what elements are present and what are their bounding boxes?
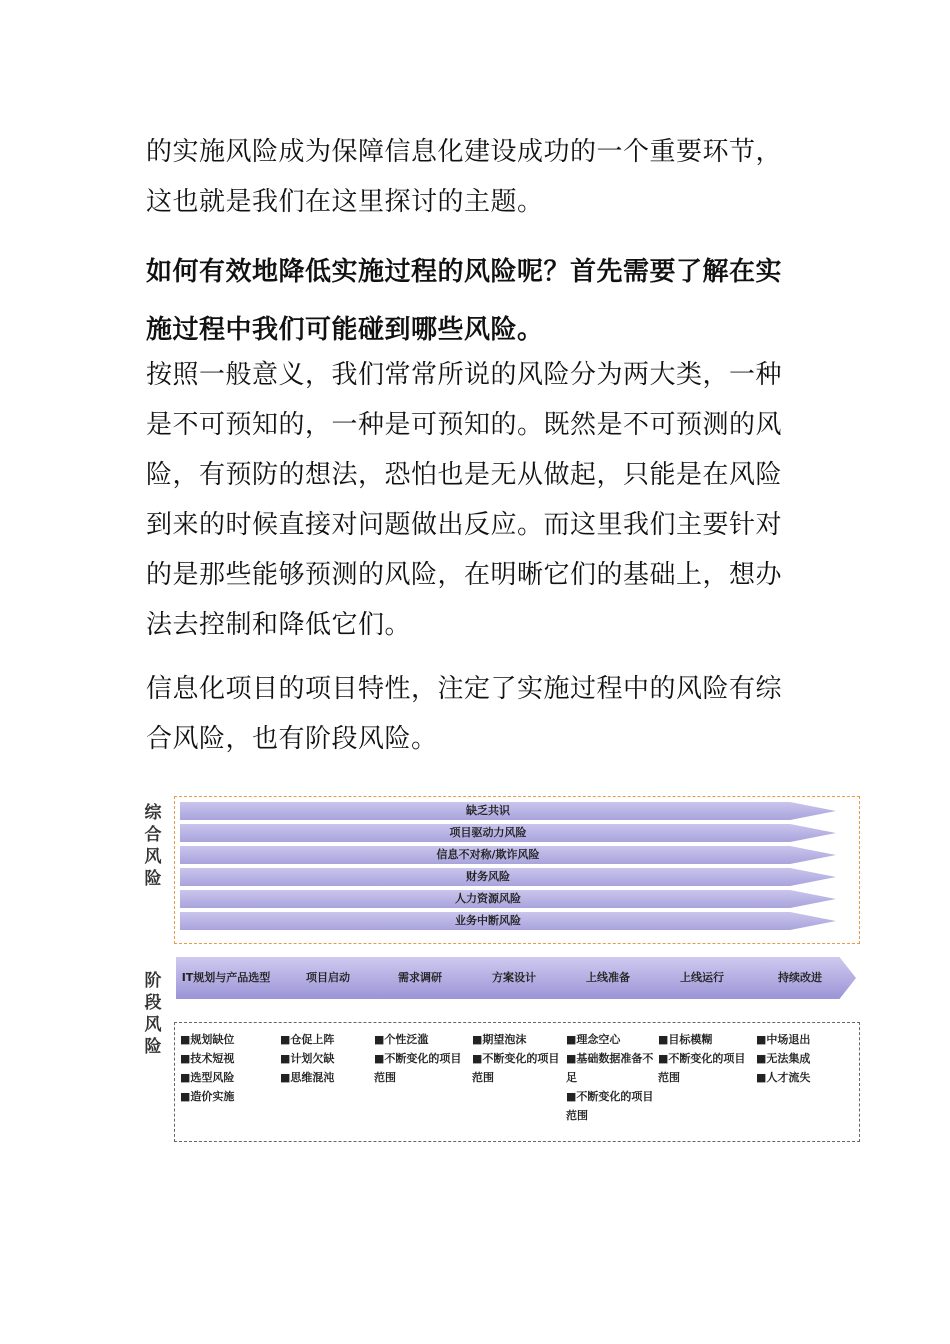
- stage-risk-label: 阶 段 风 险: [144, 971, 162, 1057]
- comprehensive-risk-arrow: [180, 868, 836, 886]
- stage-risk-item: ■思维混沌: [280, 1071, 335, 1084]
- comprehensive-risk-text: 业务中断风险: [455, 914, 521, 927]
- stage-risk-item: ■中场退出: [756, 1033, 811, 1046]
- stage-risk-item: ■计划欠缺: [280, 1052, 335, 1065]
- comprehensive-risk-text: 项目驱动力风险: [449, 826, 527, 839]
- stage-risk-item: ■人才流失: [756, 1071, 811, 1084]
- stage-risk-item: ■选型风险: [180, 1071, 235, 1084]
- stage-risk-column: [472, 1030, 564, 1087]
- stage-risk-item: ■不断变化的项目范围: [658, 1052, 746, 1084]
- phase-label: 上线准备: [586, 971, 630, 984]
- stage-risk-item: ■不断变化的项目范围: [566, 1090, 654, 1122]
- stage-risk-column: [756, 1030, 848, 1087]
- phase-label: 方案设计: [492, 971, 536, 984]
- paragraph-question: 如何有效地降低实施过程的风险呢？首先需要了解在实施过程中我们可能碰到哪些风险。: [146, 257, 783, 345]
- stage-risk-item: ■造价实施: [180, 1090, 235, 1103]
- stage-risk-column: [658, 1030, 750, 1087]
- stage-risk-column: [280, 1030, 372, 1087]
- stage-risk-item: ■无法集成: [756, 1052, 811, 1065]
- stage-risk-item: ■不断变化的项目范围: [374, 1052, 462, 1084]
- comprehensive-risk-arrow: [180, 802, 836, 820]
- stage-risk-item: ■基础数据准备不足: [566, 1052, 654, 1084]
- comprehensive-risk-text: 缺乏共识: [466, 804, 510, 817]
- stage-risk-column: [180, 1030, 272, 1106]
- paragraph-project-traits: 信息化项目的项目特性，注定了实施过程中的风险有综合风险，也有阶段风险。: [146, 674, 783, 754]
- comprehensive-risk-text: 财务风险: [466, 870, 510, 883]
- stage-risk-column: [374, 1030, 466, 1087]
- stage-risk-item: ■理念空心: [566, 1033, 621, 1046]
- stage-risk-item: ■个性泛滥: [374, 1033, 429, 1046]
- phase-label: 持续改进: [778, 971, 822, 984]
- comprehensive-risk-label: 综 合 风 险: [144, 803, 162, 889]
- phase-label: 需求调研: [398, 971, 442, 984]
- risk-diagram: [140, 792, 862, 1144]
- comprehensive-risk-arrow: [180, 846, 836, 864]
- comprehensive-risk-text: 人力资源风险: [455, 892, 521, 905]
- stage-risk-item: ■规划缺位: [180, 1033, 235, 1046]
- comprehensive-risk-arrow: [180, 824, 836, 842]
- stage-risk-item: ■技术短视: [180, 1052, 235, 1065]
- stage-risk-item: ■不断变化的项目范围: [472, 1052, 560, 1084]
- phase-label: 上线运行: [680, 971, 724, 984]
- phase-label: 项目启动: [306, 971, 350, 984]
- stage-risk-item: ■目标模糊: [658, 1033, 713, 1046]
- comprehensive-risk-arrow: [180, 890, 836, 908]
- paragraph-intro: 的实施风险成为保障信息化建设成功的一个重要环节，这也就是我们在这里探讨的主题。: [146, 137, 783, 217]
- paragraph-risk-types: 按照一般意义，我们常常所说的风险分为两大类，一种是不可预知的，一种是可预知的。既然是不可预测的风险，有预防的想法，恐怕也是无从做起，只能是在风险到来的时候直接对问题做出反应。而这里我们主要针对的是那些能够预测的风险，在明晰它们的基础上，想办法去控制和降低它们。: [146, 360, 783, 640]
- comprehensive-risk-text: 信息不对称/欺诈风险: [436, 848, 540, 861]
- stage-risk-item: ■仓促上阵: [280, 1033, 335, 1046]
- stage-risk-column: [566, 1030, 658, 1125]
- phase-label: IT规划与产品选型: [181, 971, 271, 984]
- stage-risk-item: ■期望泡沫: [472, 1033, 527, 1046]
- comprehensive-risk-arrow: [180, 912, 836, 930]
